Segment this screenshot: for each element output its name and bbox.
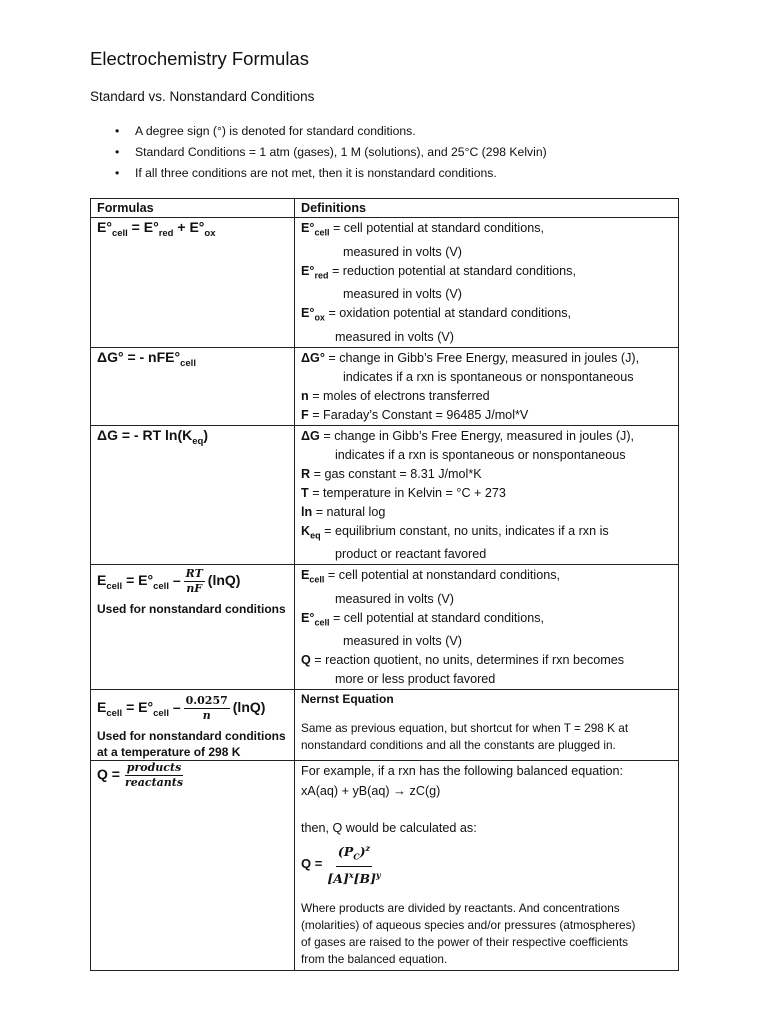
formula-reaction-quotient: Q = $\frac{\text{products}}{\text{reactants}}$ [97,761,184,790]
definition-line: ln = natural log [301,504,386,519]
definition-line: measured in volts (V) [335,591,454,606]
definition-line: measured in volts (V) [335,329,454,344]
table-row [91,218,679,348]
formula-note: Used for nonstandard conditions at a temperature of 298 K [97,729,286,760]
definition-line: $E^\circ_{cell}$ = cell potential at standard conditions, [301,610,545,628]
quotient-expression: Q = $\frac{(P_C)^z}{[A]^x[B]^y}$ [301,843,381,886]
definition-line: $E^\circ_{ox}$ = oxidation potential at standard conditions, [301,306,572,323]
definition-line: $K_{eq}$ = equilibrium constant, no units, indicates if a rxn is [301,523,609,541]
formula-cell [91,218,295,348]
section-title: Standard vs. Nonstandard Conditions [90,89,315,104]
definition-line: $E^\circ_{red}$ = reduction potential at standard conditions, [301,263,576,281]
definition-line: indicates if a rxn is spontaneous or nonspontaneous [343,369,634,384]
formula-cell [91,425,295,565]
formula-ecell-standard: $E^\circ_{cell} = E^\circ_{red} + E^\circ_{ox}$ [97,219,216,239]
formula-nernst: $E_{cell} = E^\circ_{cell}$ – $\frac{0.0257}{n}$ (lnQ) [97,694,266,723]
fraction: $\frac{0.0257}{n}$ [185,694,228,723]
page-title: Electrochemistry Formulas [90,48,309,69]
formula-gibbs-equilibrium: ΔG = - RT $\ln(K_{eq})$ [97,426,208,447]
definition-line: ΔG = change in Gibb’s Free Energy, measured in joules (J), [301,428,635,443]
definition-line: R = gas constant = 8.31 J/mol*K [301,466,482,481]
formula-cell [91,565,295,690]
definition-line: ΔG° = change in Gibb’s Free Energy, measured in joules (J), [301,350,640,365]
bullet-icon: • [115,166,120,180]
definition-line: F = Faraday’s Constant = 96485 J/mol*V [301,407,529,422]
formula-ecell-nonstandard: $E_{cell} = E^\circ_{cell}$ – $\frac{RT}{nF}$ (lnQ) [97,567,241,596]
definition-line: indicates if a rxn is spontaneous or nonspontaneous [335,447,626,462]
formula-note: Used for nonstandard conditions [97,602,286,617]
list-item: • If all three conditions are not met, then it is nonstandard conditions. [115,166,497,180]
formulas-table [90,198,679,971]
table-row [91,761,679,971]
definition-title: Nernst Equation [301,692,394,707]
formula-gibbs-standard: ΔG° = - $nFE^\circ_{cell}$ [97,348,196,369]
bullet-icon: • [115,124,120,138]
table-row [91,425,679,565]
formula-cell [91,690,295,761]
fraction: $\frac{\text{products}}{\text{reactants}}$ [124,761,184,790]
list-item: • Standard Conditions = 1 atm (gases), 1 M (solutions), and 25°C (298 Kelvin) [115,145,547,159]
table-row [91,347,679,425]
list-item: • A degree sign (°) is denoted for standard conditions. [115,124,416,138]
definition-line: $E^\circ_{cell}$ = cell potential at standard conditions, [301,221,545,238]
definition-line: measured in volts (V) [343,287,462,302]
definition-cell [295,565,679,690]
column-header-formulas: Formulas [91,199,295,218]
definition-line: more or less product favored [335,672,496,687]
definition-cell [295,347,679,425]
definition-cell [295,218,679,348]
definition-line: measured in volts (V) [343,634,462,649]
fraction: $\frac{RT}{nF}$ [185,567,203,596]
definition-paragraph: Where products are divided by reactants. And concentrations (molarities) of aqueous species and/or pressures (atmospheres) of gases are raised to the power of their respective coefficients from the balanced equation. [301,900,636,966]
bullet-icon: • [115,145,120,159]
definition-cell [295,690,679,761]
table-header-row [91,199,679,218]
definition-line: then, Q would be calculated as: [301,821,477,836]
fraction: $\frac{(P_C)^z}{[A]^x[B]^y}$ [327,843,381,886]
definition-line: T = temperature in Kelvin = °C + 273 [301,485,506,500]
definition-line: Q = reaction quotient, no units, determines if rxn becomes [301,653,625,668]
table-row [91,690,679,761]
definition-line: measured in volts (V) [343,244,462,259]
formula-cell [91,347,295,425]
definition-cell [295,425,679,565]
definition-line: n = moles of electrons transferred [301,388,490,403]
formula-cell [91,761,295,971]
definition-line: For example, if a rxn has the following balanced equation: [301,764,624,779]
table-row [91,565,679,690]
equation-line: xA(aq) + yB(aq) → zC(g) [301,783,441,799]
arrow-right-icon: → [393,783,407,799]
definition-line: product or reactant favored [335,547,487,562]
definition-text: Same as previous equation, but shortcut for when T = 298 K at nonstandard conditions and all the constants are plugged in. [301,721,629,753]
definition-line: $E_{cell}$ = cell potential at nonstandard conditions, [301,568,561,585]
definition-cell [295,761,679,971]
bullet-list [115,123,547,186]
column-header-definitions: Definitions [295,199,679,218]
